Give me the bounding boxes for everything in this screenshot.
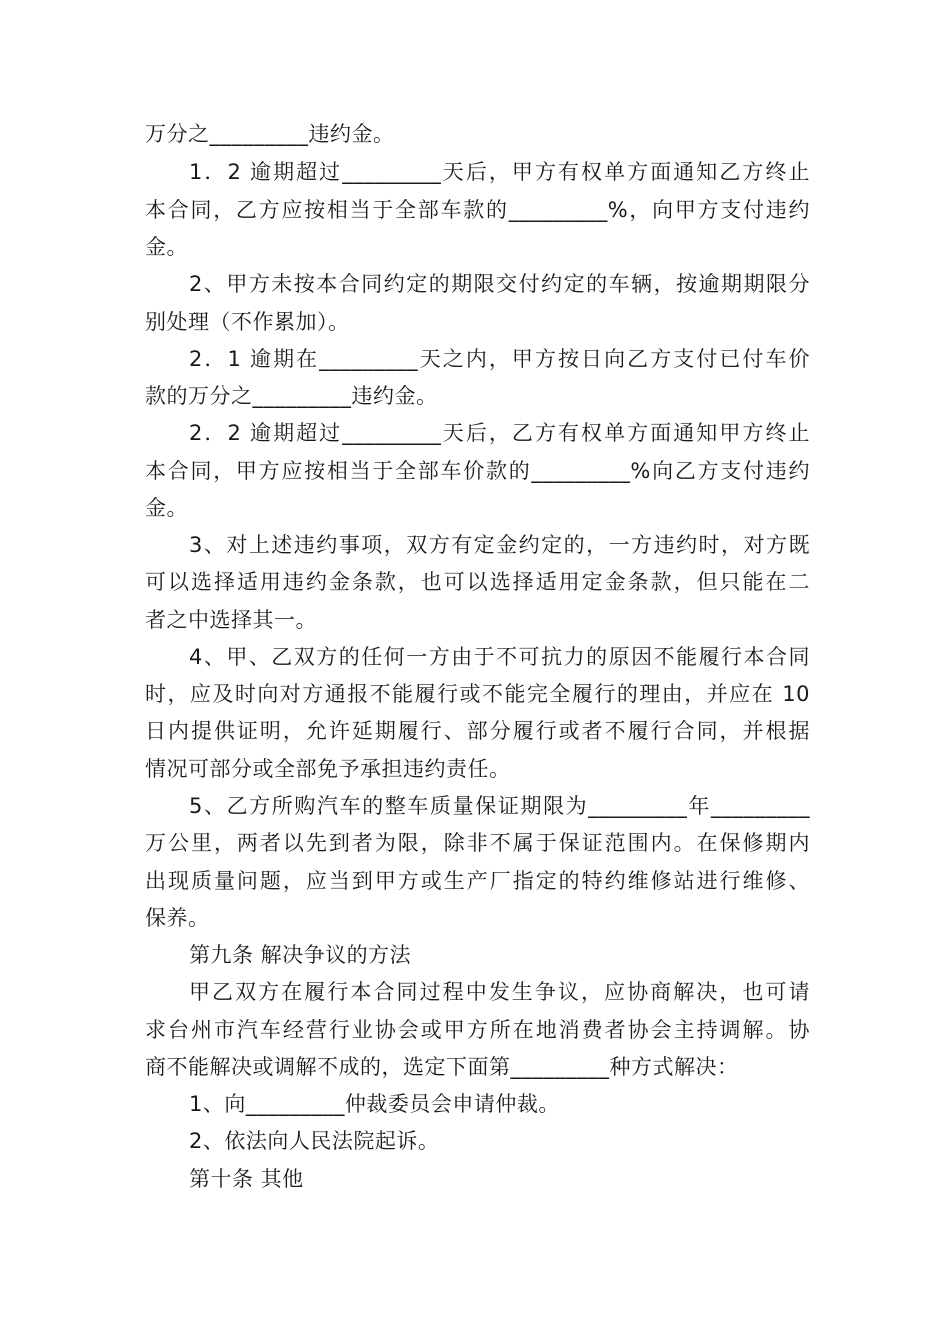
text-line: 求台州市汽车经营行业协会或甲方所在地消费者协会主持调解。协 — [145, 1018, 810, 1042]
text-line: 款的万分之_________违约金。 — [145, 384, 438, 408]
text-line: 1、向_________仲裁委员会申请仲裁。 — [189, 1092, 560, 1116]
text-line: 2、甲方未按本合同约定的期限交付约定的车辆，按逾期期限分 — [189, 272, 810, 296]
text-line: 可以选择适用违约金条款，也可以选择适用定金条款，但只能在二 — [145, 570, 810, 594]
text-line: 本合同，甲方应按相当于全部车价款的_________%向乙方支付违约 — [145, 459, 810, 483]
text-line: 万分之_________违约金。 — [145, 122, 395, 146]
text-line: 2、依法向人民法院起诉。 — [189, 1129, 440, 1153]
text-line: 金。 — [145, 235, 188, 259]
section-heading: 第十条 其他 — [189, 1167, 304, 1191]
text-line: 2．2 逾期超过_________天后，乙方有权单方面通知甲方终止 — [189, 421, 810, 445]
text-line: 金。 — [145, 496, 188, 520]
section-heading: 第九条 解决争议的方法 — [189, 943, 412, 967]
text-line: 日内提供证明，允许延期履行、部分履行或者不履行合同，并根据 — [145, 719, 810, 743]
text-line: 别处理（不作累加）。 — [145, 310, 350, 334]
text-line: 情况可部分或全部免予承担违约责任。 — [145, 757, 511, 781]
text-line: 1．2 逾期超过_________天后，甲方有权单方面通知乙方终止 — [189, 160, 810, 184]
text-line: 保养。 — [145, 906, 210, 930]
text-line: 出现质量问题，应当到甲方或生产厂指定的特约维修站进行维修、 — [145, 869, 810, 893]
text-line: 者之中选择其一。 — [145, 608, 317, 632]
text-line: 4、甲、乙双方的任何一方由于不可抗力的原因不能履行本合同 — [189, 645, 810, 669]
text-line: 商不能解决或调解不成的，选定下面第_________种方式解决： — [145, 1055, 739, 1079]
text-line: 3、对上述违约事项，双方有定金约定的，一方违约时，对方既 — [189, 533, 810, 557]
text-line: 时，应及时向对方通报不能履行或不能完全履行的理由，并应在 10 — [145, 682, 810, 706]
text-line: 甲乙双方在履行本合同过程中发生争议，应协商解决，也可请 — [189, 980, 810, 1004]
text-line: 2．1 逾期在_________天之内，甲方按日向乙方支付已付车价 — [189, 347, 810, 371]
text-line: 万公里，两者以先到者为限，除非不属于保证范围内。在保修期内 — [145, 831, 810, 855]
text-line: 5、乙方所购汽车的整车质量保证期限为_________年_________ — [189, 794, 810, 818]
text-line: 本合同，乙方应按相当于全部车款的_________%，向甲方支付违约 — [145, 198, 810, 222]
